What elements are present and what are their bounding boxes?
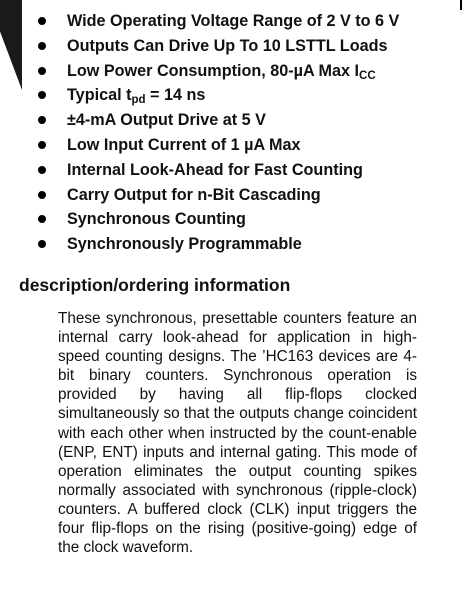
section-heading: description/ordering information — [19, 275, 291, 295]
feature-text: Outputs Can Drive Up To 10 LSTTL Loads — [67, 36, 388, 55]
page-edge-rule — [460, 0, 462, 10]
feature-text: Internal Look-Ahead for Fast Counting — [67, 160, 363, 179]
subscript: pd — [131, 94, 146, 107]
bullet-icon — [38, 67, 46, 75]
page-edge-bar — [0, 0, 22, 90]
bullet-icon — [38, 240, 46, 248]
bullet-icon — [38, 91, 46, 99]
feature-text: ±4-mA Output Drive at 5 V — [67, 111, 266, 130]
feature-text: Synchronous Counting — [67, 210, 246, 229]
bullet-icon — [38, 191, 46, 199]
feature-text: Low Input Current of 1 µA Max — [67, 135, 301, 154]
feature-text: Carry Output for n-Bit Cascading — [67, 185, 321, 204]
subscript: CC — [359, 69, 376, 82]
description-paragraph: These synchronous, presettable counters feature an internal carry look-ahead for application in high-speed counting designs. The ’HC163 devices are 4-bit binary counters. Synchronous operation is provided by having all flip-flops clocked simultaneously so that the outputs change coincident with each other when instructed by the count-enable (ENP, ENT) inputs and internal gating. This mode of operation eliminates the output counting spikes normally associated with synchronous (ripple-clock) counters. A buffered clock (CLK) input triggers the four flip-flops on the rising (positive-going) edge of the clock waveform. — [58, 310, 417, 557]
feature-text: Wide Operating Voltage Range of 2 V to 6 V — [67, 12, 400, 30]
bullet-icon — [38, 116, 46, 124]
bullet-icon — [38, 17, 46, 25]
feature-text: Typical $t_{pd} = 14$ ns — [67, 86, 206, 107]
bullet-icon — [38, 166, 46, 174]
bullet-icon — [38, 141, 46, 149]
bullet-icon — [38, 215, 46, 223]
feature-text: Low Power Consumption, 80-µA Max $I_{CC}$ — [67, 61, 376, 82]
feature-text: Synchronously Programmable — [67, 235, 302, 254]
bullet-icon — [38, 42, 46, 50]
